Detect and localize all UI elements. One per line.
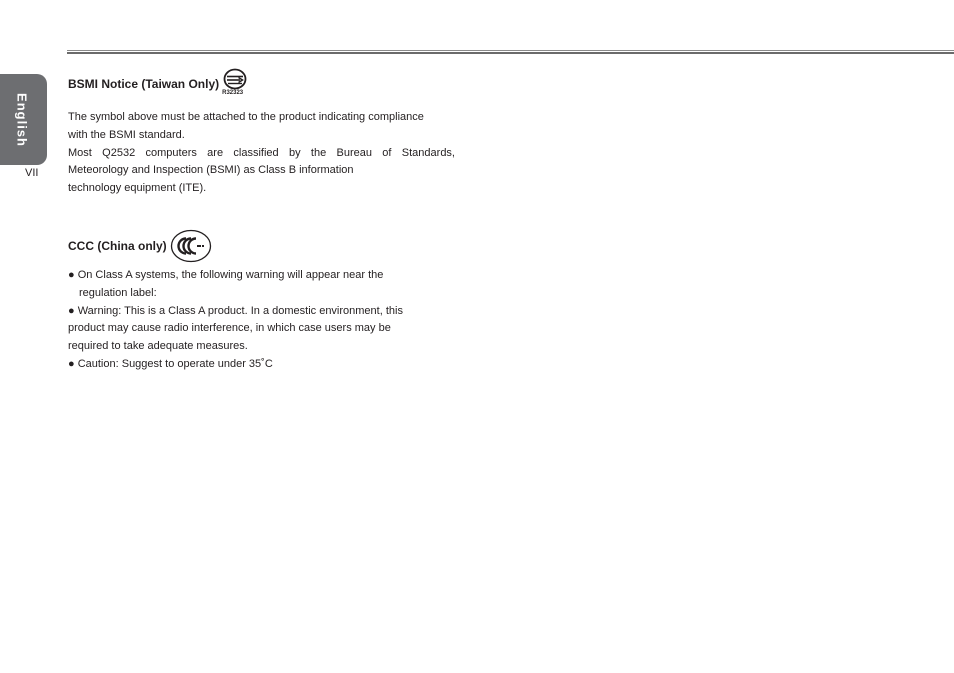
ccc-bullet-line: required to take adequate measures. — [68, 340, 248, 353]
header-rule-thick — [67, 52, 954, 54]
bsmi-line: Meteorology and Inspection (BSMI) as Class B information — [68, 164, 354, 177]
language-tab-label: English — [14, 93, 30, 147]
bsmi-line: Most Q2532 computers are classified by the Bureau of Standards, — [68, 146, 455, 159]
bsmi-mark-graphic — [222, 68, 248, 90]
bsmi-line: with the BSMI standard. — [68, 128, 185, 141]
header-rule — [67, 50, 954, 54]
ccc-mark-graphic — [170, 229, 212, 263]
bsmi-code: R32323 — [222, 90, 244, 96]
bsmi-line: technology equipment (ITE). — [68, 182, 207, 195]
bsmi-mark-icon — [222, 68, 248, 102]
ccc-bullet-line: ● On Class A systems, the following warning will appear near the — [68, 269, 384, 281]
ccc-body — [68, 267, 455, 374]
bsmi-section — [68, 74, 455, 195]
bsmi-heading-row — [68, 74, 248, 94]
bsmi-body — [68, 109, 455, 198]
ccc-bullet-line: ● Warning: This is a Class A product. In a domestic environment, this — [68, 304, 403, 317]
ccc-section — [68, 229, 455, 370]
bsmi-heading: BSMI Notice (Taiwan Only) — [68, 77, 220, 91]
ccc-bullet-line: regulation label: — [79, 286, 157, 299]
ccc-mark-icon — [170, 229, 212, 263]
ccc-heading: CCC (China only) — [68, 239, 167, 253]
page-number: VII — [25, 167, 39, 179]
ccc-bullet-line: product may cause radio interference, in which case users may be — [68, 322, 391, 335]
bsmi-line: The symbol above must be attached to the product indicating compliance — [68, 111, 424, 123]
ccc-heading-row — [68, 229, 455, 263]
ccc-bullet-line: ● Caution: Suggest to operate under 35˚C — [68, 357, 273, 370]
header-rule-thin — [67, 50, 954, 51]
